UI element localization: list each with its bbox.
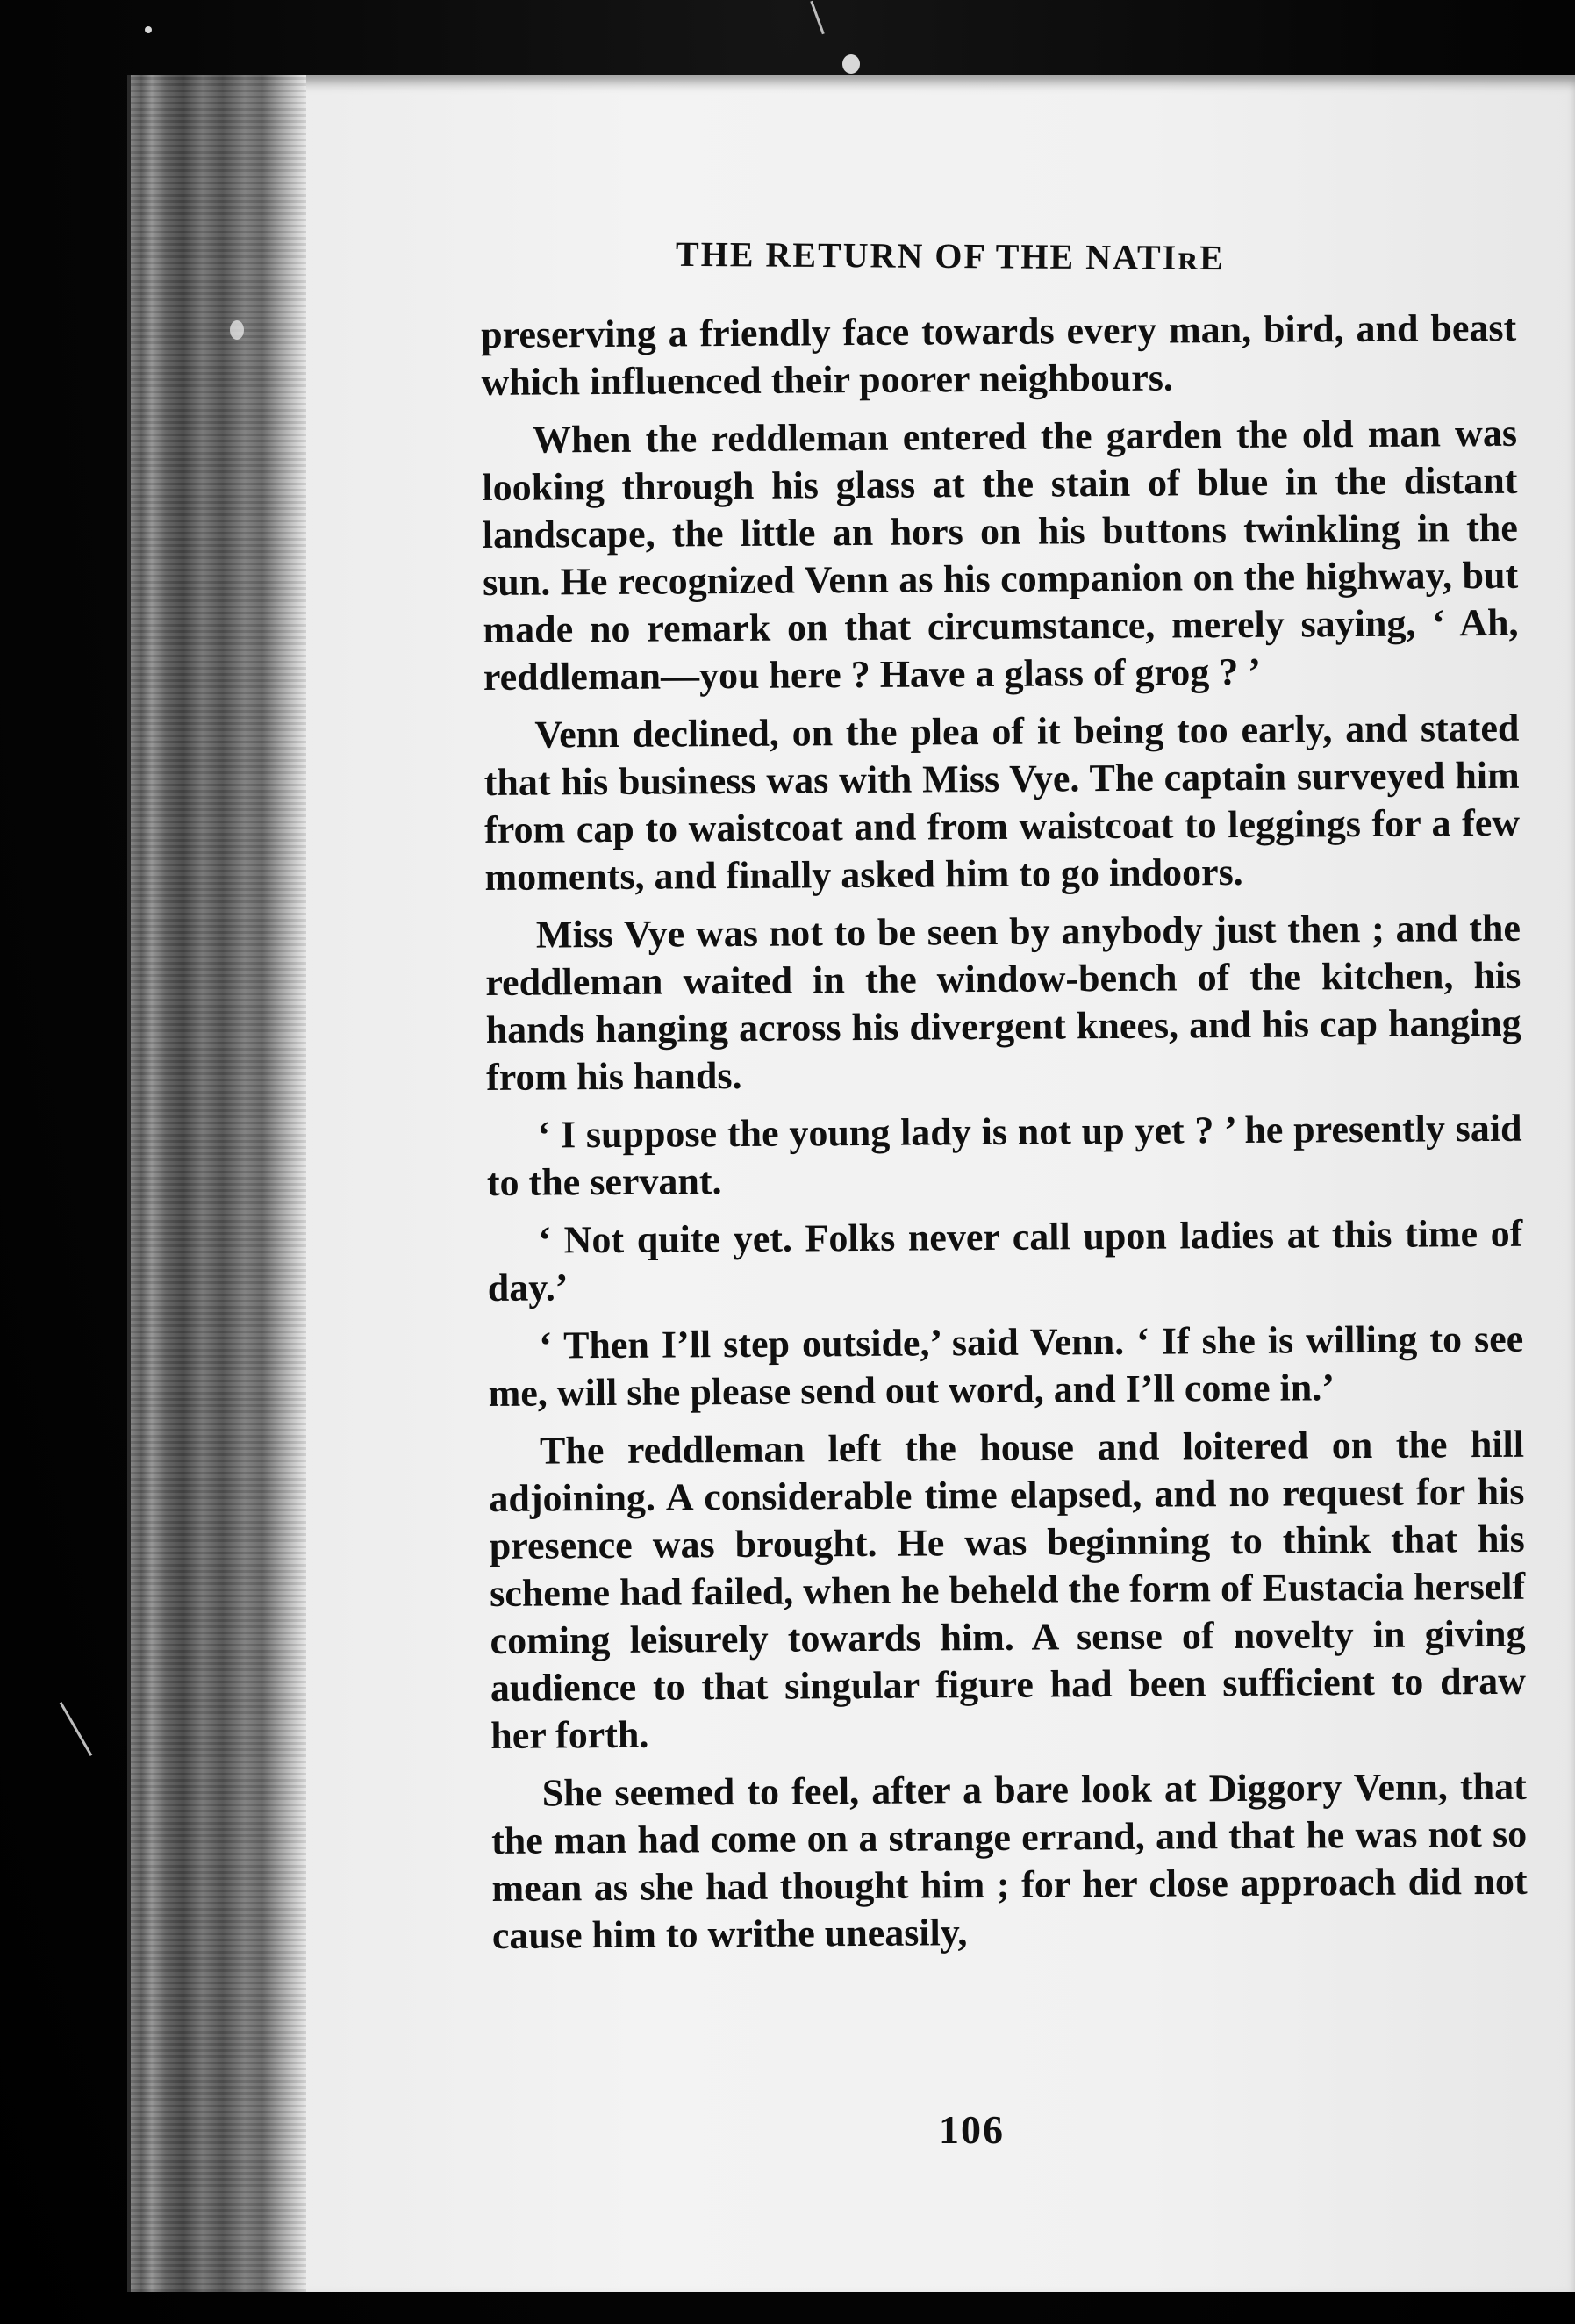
paragraph-4: Miss Vye was not to be seen by anybody just then ; and the reddleman waited in the window-bench of the kitchen, his hands hanging across his divergent knees, and his cap hanging from his hands. — [485, 906, 1521, 1099]
page-number: 106 — [939, 2107, 1005, 2152]
body-text — [481, 305, 1528, 1970]
page-speck — [230, 320, 244, 340]
paragraph-3: Venn declined, on the plea of it being too early, and stated that his business was with Miss Vye. The captain surveyed him from cap to waistcoat and from waistcoat to leggings for a few moments, and finally asked him to go indoors. — [483, 706, 1521, 899]
paragraph-5: ‘ I suppose the young lady is not up yet ? ’ he presently said to the servant. — [486, 1106, 1522, 1204]
dust-speck — [145, 26, 152, 33]
paragraph-7: ‘ Then I’ll step outside,’ said Venn. ‘ If she is willing to see me, will she please send out word, and I’ll come in.’ — [488, 1316, 1524, 1415]
spine-texture — [131, 75, 306, 2292]
paragraph-8: The reddleman left the house and loitered on the hill adjoining. A considerable time elapsed, and no request for his presence was brought. He was beginning to think that his scheme had failed, when he beheld the form of Eustacia herself coming leisurely towards him. A sense of novelty in giving audience to that singular figure had been sufficient to draw her forth. — [489, 1422, 1527, 1757]
paragraph-2: When the reddleman entered the garden the old man was looking through his glass at the stain of blue in the distant landscape, the little an hors on his buttons twinkling in the sun. He recognized Venn as his companion on the highway, but made no remark on that circumstance, merely saying, ‘ Ah, reddleman—you here ? Have a glass of grog ? ’ — [482, 411, 1519, 699]
paragraph-1: preserving a friendly face towards every man, bird, and beast which influenced their poorer neighbours. — [481, 305, 1517, 404]
paragraph-6: ‘ Not quite yet. Folks never call upon ladies at this time of day.’ — [487, 1211, 1523, 1309]
running-head: THE RETURN OF THE NATIʀE — [675, 233, 1226, 278]
paragraph-9: She seemed to feel, after a bare look at Diggory Venn, that the man had come on a strange errand, and that he was not so mean as she had thought him ; for her close approach did not cause him to writhe uneasily, — [490, 1764, 1528, 1957]
dust-speck — [842, 54, 860, 74]
